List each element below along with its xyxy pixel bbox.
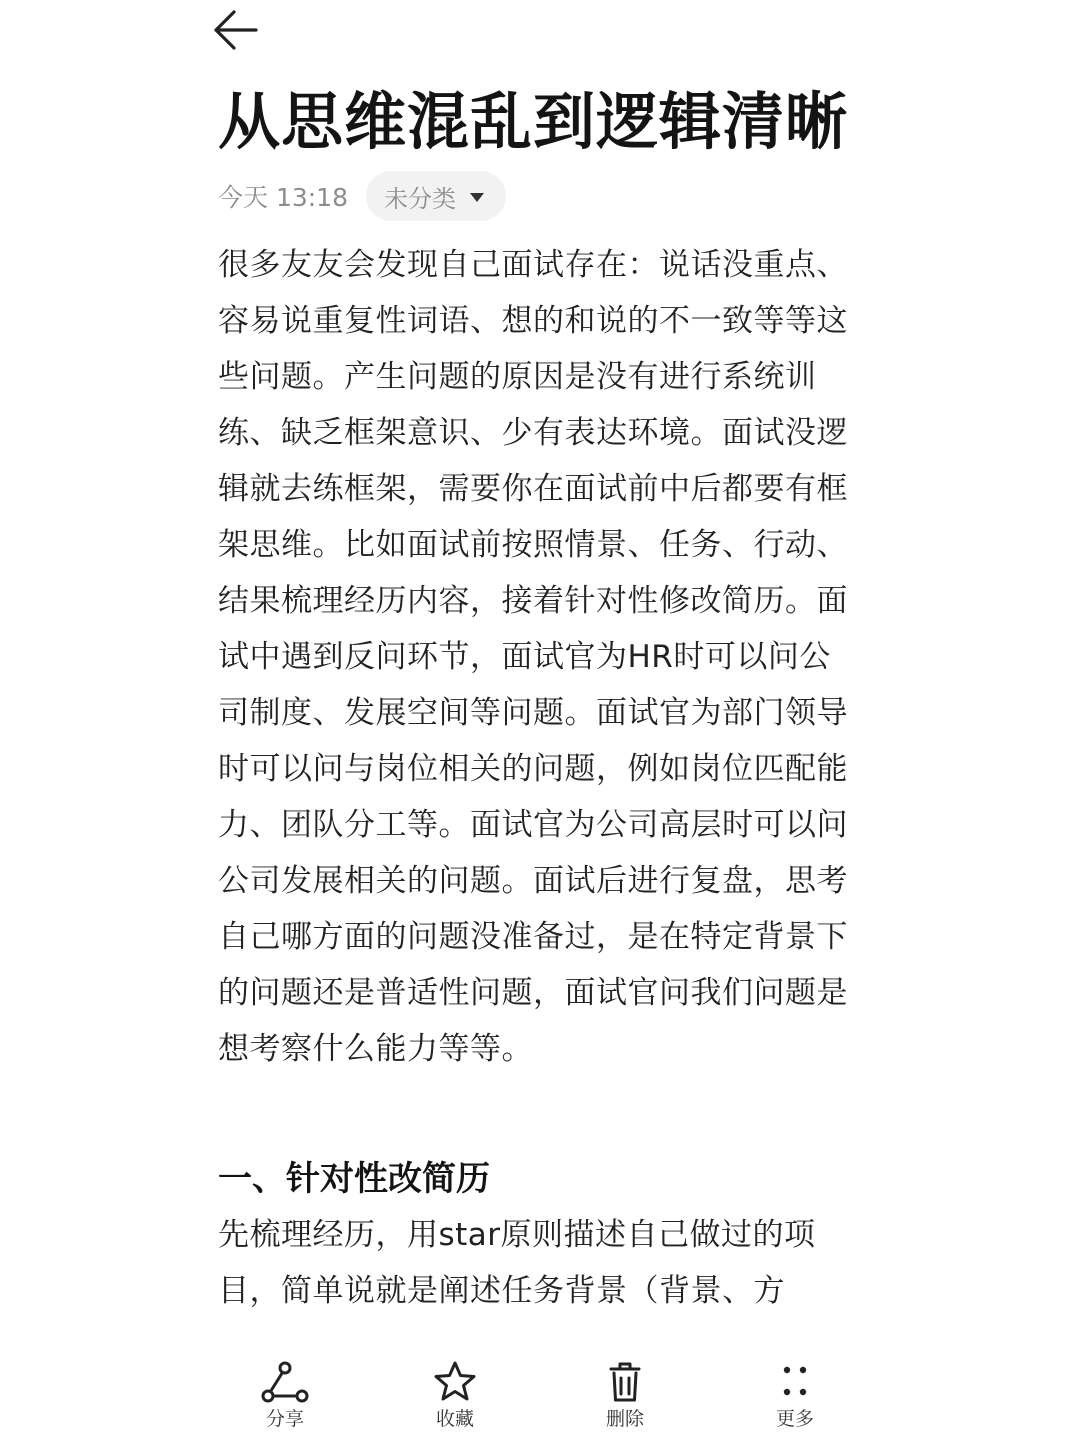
section-body: 先梳理经历，用star原则描述自己做过的项目，简单说就是阐述任务背景（背景、方 bbox=[218, 1217, 816, 1309]
category-dropdown[interactable] bbox=[366, 171, 506, 221]
caret-down-icon bbox=[470, 193, 484, 202]
share-button[interactable] bbox=[225, 1360, 345, 1440]
note-title: 从思维混乱到逻辑清晰 bbox=[218, 85, 849, 158]
star-icon bbox=[429, 1360, 481, 1404]
share-icon bbox=[259, 1360, 311, 1404]
arrow-left-icon bbox=[212, 10, 258, 50]
trash-icon bbox=[599, 1360, 651, 1404]
more-button[interactable] bbox=[735, 1360, 855, 1440]
delete-button[interactable] bbox=[565, 1360, 685, 1440]
category-label: 未分类 bbox=[384, 184, 456, 213]
favorite-button[interactable] bbox=[395, 1360, 515, 1440]
back-button[interactable] bbox=[212, 4, 272, 56]
note-meta bbox=[218, 170, 506, 222]
more-dots-icon bbox=[769, 1360, 821, 1404]
note-body: 很多友友会发现自己面试存在：说话没重点、容易说重复性词语、想的和说的不一致等等这些问题。产生问题的原因是没有进行系统训练、缺乏框架意识、少有表达环境。面试没逻辑就去练框架，需要你在面试前中后都要有框架思维。比如面试前按照情景、任务、行动、结果梳理经历内容，接着针对性修改简历。面试中遇到反问环节，面试官为HR时可以问公司制度、发展空间等问题。面试官为部门领导时可以问与岗位相关的问题，例如岗位匹配能力、团队分工等。面试官为公司高层时可以问公司发展相关的问题。面试后进行复盘，思考自己哪方面的问题没准备过，是在特定背景下的问题还是普适性问题，面试官问我们问题是想考察什么能力等等。 bbox=[218, 247, 848, 1067]
share-label: 分享 bbox=[265, 1408, 304, 1430]
more-label: 更多 bbox=[775, 1408, 814, 1430]
note-timestamp: 今天 13:18 bbox=[218, 183, 348, 212]
bottom-toolbar bbox=[0, 1340, 1080, 1440]
note-content[interactable] bbox=[218, 237, 858, 1340]
favorite-label: 收藏 bbox=[435, 1408, 474, 1430]
delete-label: 删除 bbox=[605, 1408, 644, 1430]
section-heading: 一、针对性改简历 bbox=[218, 1159, 490, 1199]
